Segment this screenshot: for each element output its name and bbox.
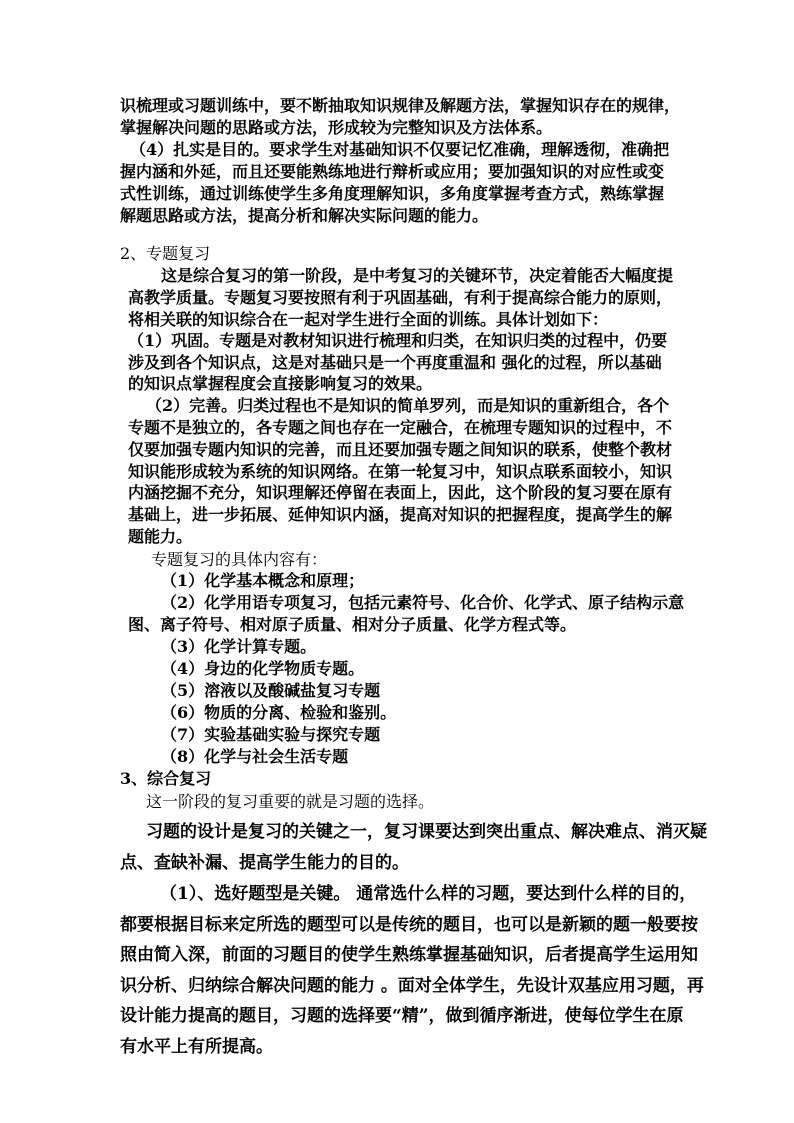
list-item: （1）化学基本概念和原理； [161,571,365,590]
paragraph-line: 专题不是独立的，各专题之间也存在一定融合，在梳理专题知识的过程中，不 [128,418,673,437]
paragraph-line: 题能力。 [128,527,193,546]
list-item: （3）化学计算专题。 [161,637,317,656]
paragraph-line: （2）完善。归类过程也不是知识的简单罗列，而是知识的重新组合，各个 [146,396,670,415]
paragraph-line: 点、查缺补漏、提高学生能力的目的。 [120,853,409,873]
paragraph-line: 解题思路或方法，提高分析和解决实际问题的能力。 [120,206,489,225]
paragraph-line: 仅要加强专题内知识的完善，而且还要加强专题之间知识的联系，使整个教材 [128,440,673,459]
paragraph-line: 将相关联的知识综合在一起对学生进行全面的训练。具体计划如下： [128,310,609,329]
list-item: （5）溶液以及酸碱盐复习专题 [161,681,381,700]
paragraph-line: 这是综合复习的第一阶段，是中考复习的关键环节，决定着能否大幅度提 [161,266,674,285]
paragraph-line: 专题复习的具体内容有： [151,550,328,569]
paragraph-line: 握内涵和外延，而且还要能熟练地进行辩析或应用；要加强知识的对应性或变 [120,162,665,181]
paragraph-line: 识分析、归纳综合解决问题的能力 。面对全体学生，先设计双基应用习题，再 [120,976,704,996]
paragraph-line: （1）、选好题型是关键。 通常选什么样的习题，要达到什么样的目的， [160,884,697,904]
paragraph-line: 都要根据目标来定所选的题型可以是传统的题目，也可以是新颖的题一般要按 [120,915,698,935]
paragraph-line: （4）扎实是目的。要求学生对基础知识不仅要记忆准确，理解透彻，准确把 [130,140,670,159]
list-item: （7）实验基础实验与探究专题 [161,725,381,744]
paragraph-line: 掌握解决问题的思路或方法，形成较为完整知识及方法体系。 [120,118,553,137]
paragraph-line: 内涵挖掘不充分，知识理解还停留在表面上，因此，这个阶段的复习要在原有 [128,483,673,502]
paragraph-line: 的知识点掌握程度会直接影响复习的效果。 [128,374,433,393]
paragraph-line: 设计能力提高的题目，习题的选择要“精”，做到循序渐进，使每位学生在原 [120,1006,684,1026]
list-item: （8）化学与社会生活专题 [161,747,349,766]
paragraph-line: 照由简入深，前面的习题目的使学生熟练掌握基础知识，后者提高学生运用知 [120,945,698,965]
list-item: （2）化学用语专项复习，包括元素符号、化合价、化学式、原子结构示意 [161,593,685,612]
section-heading: 3、综合复习 [120,769,212,788]
list-item: 图、离子符号、相对原子质量、相对分子质量、化学方程式等。 [128,615,577,634]
paragraph-line: 这一阶段的复习重要的就是习题的选择。 [146,792,435,811]
paragraph-line: 高教学质量。专题复习要按照有利于巩固基础，有利于提高综合能力的原则， [128,288,673,307]
paragraph-line: 式性训练，通过训练使学生多角度理解知识，多角度掌握考查方式，熟练掌握 [120,184,665,203]
paragraph-line: 涉及到各个知识点，这是对基础只是一个再度重温和 强化的过程，所以基础 [128,353,662,372]
paragraph-line: 有水平上有所提高。 [120,1037,273,1057]
paragraph-line: 识梳理或习题训练中，要不断抽取知识规律及解题方法，掌握知识存在的规律， [120,96,681,115]
list-item: （6）物质的分离、检验和鉴别。 [161,703,397,722]
paragraph-line: （1）巩固。专题是对教材知识进行梳理和归类，在知识归类的过程中，仍要 [128,331,668,350]
paragraph-line: 基础上，进一步拓展、延伸知识内涵，提高对知识的把握程度，提高学生的解 [128,505,673,524]
list-item: （4）身边的化学物质专题。 [161,659,365,678]
section-heading: 2、专题复习 [120,244,211,263]
paragraph-line: 习题的设计是复习的关键之一，复习课要达到突出重点、解决难点、消灭疑 [146,822,707,842]
paragraph-line: 知识能形成较为系统的知识网络。在第一轮复习中，知识点联系面较小，知识 [128,462,673,481]
